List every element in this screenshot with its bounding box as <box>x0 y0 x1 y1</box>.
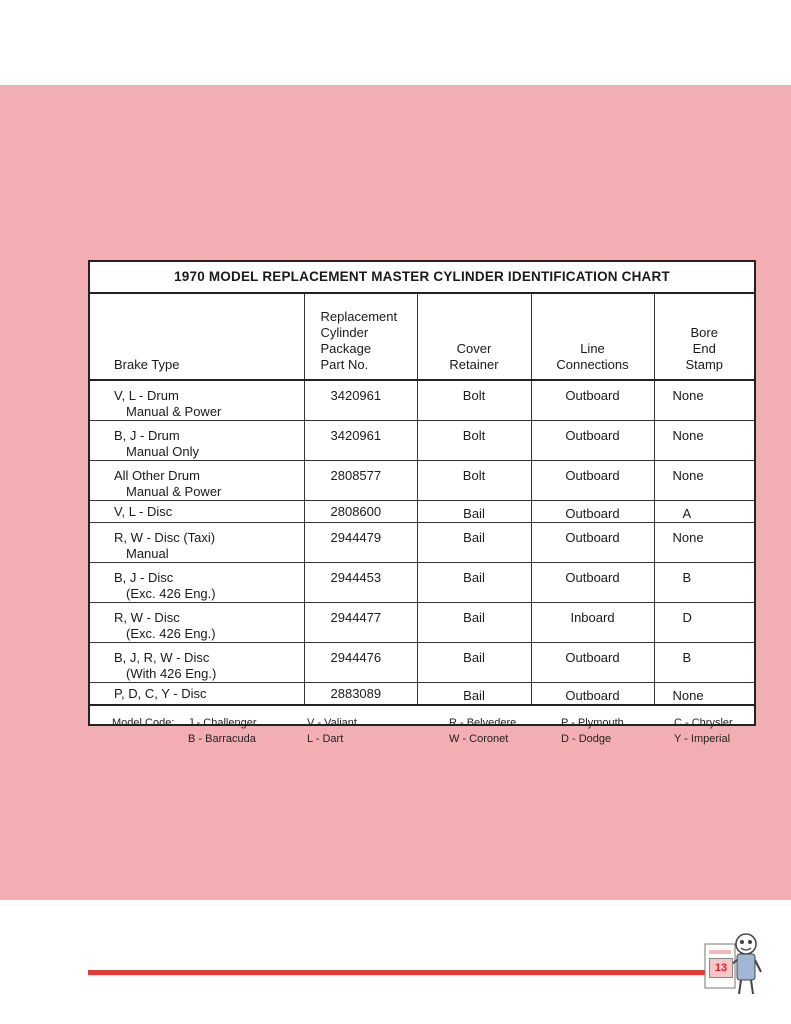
cell-cover-retainer: Bail <box>417 683 531 706</box>
brake-type-text: R, W - Disc <box>114 610 180 625</box>
cell-cover-retainer: Bail <box>417 603 531 643</box>
legend-code: Y - Imperial <box>674 733 731 745</box>
brake-type-detail: (Exc. 426 Eng.) <box>126 626 216 641</box>
table-row <box>90 421 754 461</box>
chart-table <box>90 294 754 706</box>
cell-brake-type <box>90 643 304 683</box>
brake-type-text: B, J, R, W - Disc <box>114 650 210 665</box>
cell-part-no: 2883089 <box>304 683 417 706</box>
header-line: Stamp <box>685 357 724 372</box>
header-line-connections <box>531 294 654 380</box>
chart-title: 1970 MODEL REPLACEMENT MASTER CYLINDER IDENTIFICATION CHART <box>90 262 754 294</box>
brake-type-detail: Manual & Power <box>126 484 222 499</box>
brake-type-text: All Other Drum <box>114 468 200 483</box>
cell-line-connections: Outboard <box>531 563 654 603</box>
footer-red-rule <box>88 970 708 975</box>
legend-code: D - Dodge <box>561 733 612 745</box>
header-bore-end-stamp <box>654 294 754 380</box>
page-number: 13 <box>709 958 733 978</box>
cell-brake-type <box>90 603 304 643</box>
table-row <box>90 461 754 501</box>
header-line: End <box>692 341 716 356</box>
cell-line-connections: Outboard <box>531 421 654 461</box>
legend-label: Model Code: <box>112 717 175 729</box>
cell-line-connections: Outboard <box>531 461 654 501</box>
cell-bore-end-stamp: A <box>654 501 754 523</box>
model-code-legend <box>90 706 754 756</box>
cell-line-connections: Outboard <box>531 683 654 706</box>
cell-part-no: 2944477 <box>304 603 417 643</box>
cell-brake-type <box>90 563 304 603</box>
brake-type-text: V, L - Disc <box>114 504 173 519</box>
header-line: Cylinder <box>320 325 369 340</box>
table-row <box>90 523 754 563</box>
cell-cover-retainer: Bail <box>417 523 531 563</box>
legend-code: J - Challenger <box>188 717 257 729</box>
cell-part-no: 2808577 <box>304 461 417 501</box>
legend-code: P - Plymouth <box>561 717 624 729</box>
cell-bore-end-stamp: None <box>654 421 754 461</box>
cell-part-no: 2808600 <box>304 501 417 523</box>
legend-code: L - Dart <box>307 733 344 745</box>
cell-line-connections: Outboard <box>531 501 654 523</box>
table-row <box>90 683 754 706</box>
header-line: Connections <box>556 357 629 372</box>
brake-type-text: B, J - Disc <box>114 570 174 585</box>
legend-code: C - Chrysler <box>674 717 733 729</box>
cell-brake-type <box>90 380 304 421</box>
header-cover-retainer <box>417 294 531 380</box>
cell-cover-retainer: Bail <box>417 643 531 683</box>
header-line: Cover <box>456 341 492 356</box>
table-row <box>90 603 754 643</box>
header-line: Part No. <box>320 357 369 372</box>
cell-brake-type <box>90 421 304 461</box>
legend-code: B - Barracuda <box>188 733 256 745</box>
header-row <box>90 294 754 380</box>
cell-part-no: 2944479 <box>304 523 417 563</box>
cell-part-no: 3420961 <box>304 421 417 461</box>
cell-cover-retainer: Bolt <box>417 461 531 501</box>
legend-code: R - Belvedere <box>449 717 517 729</box>
brake-type-detail: Manual & Power <box>126 404 222 419</box>
table-row <box>90 563 754 603</box>
header-line: Replacement <box>320 309 398 324</box>
brake-type-detail: (Exc. 426 Eng.) <box>126 586 216 601</box>
cell-brake-type <box>90 683 304 706</box>
cell-brake-type <box>90 523 304 563</box>
header-line: Line <box>580 341 605 356</box>
header-line: Bore <box>690 325 718 340</box>
identification-chart <box>88 260 756 745</box>
cell-cover-retainer: Bail <box>417 563 531 603</box>
table-row <box>90 643 754 683</box>
cell-brake-type <box>90 461 304 501</box>
cell-bore-end-stamp: None <box>654 380 754 421</box>
cell-cover-retainer: Bolt <box>417 380 531 421</box>
brake-type-text: P, D, C, Y - Disc <box>114 686 207 701</box>
header-line: Brake Type <box>114 357 180 372</box>
brake-type-detail: Manual <box>126 546 169 561</box>
table-row <box>90 501 754 523</box>
table-row <box>90 380 754 421</box>
header-line: Retainer <box>449 357 499 372</box>
cell-cover-retainer: Bail <box>417 501 531 523</box>
cell-bore-end-stamp: B <box>654 563 754 603</box>
cell-brake-type <box>90 501 304 523</box>
cell-line-connections: Outboard <box>531 380 654 421</box>
cell-part-no: 3420961 <box>304 380 417 421</box>
header-brake-type <box>90 294 304 380</box>
header-line: Package <box>320 341 372 356</box>
brake-type-text: B, J - Drum <box>114 428 180 443</box>
legend-code: W - Coronet <box>449 733 509 745</box>
cell-bore-end-stamp: D <box>654 603 754 643</box>
header-part-no <box>304 294 417 380</box>
cell-bore-end-stamp: None <box>654 683 754 706</box>
brake-type-text: V, L - Drum <box>114 388 179 403</box>
cell-bore-end-stamp: None <box>654 523 754 563</box>
cell-part-no: 2944453 <box>304 563 417 603</box>
brake-type-text: R, W - Disc (Taxi) <box>114 530 216 545</box>
legend-code: V - Valiant <box>307 717 357 729</box>
cell-line-connections: Outboard <box>531 523 654 563</box>
brake-type-detail: (With 426 Eng.) <box>126 666 217 681</box>
brake-type-detail: Manual Only <box>126 444 199 459</box>
cell-line-connections: Inboard <box>531 603 654 643</box>
cell-cover-retainer: Bolt <box>417 421 531 461</box>
cell-bore-end-stamp: B <box>654 643 754 683</box>
cell-part-no: 2944476 <box>304 643 417 683</box>
cell-bore-end-stamp: None <box>654 461 754 501</box>
cell-line-connections: Outboard <box>531 643 654 683</box>
